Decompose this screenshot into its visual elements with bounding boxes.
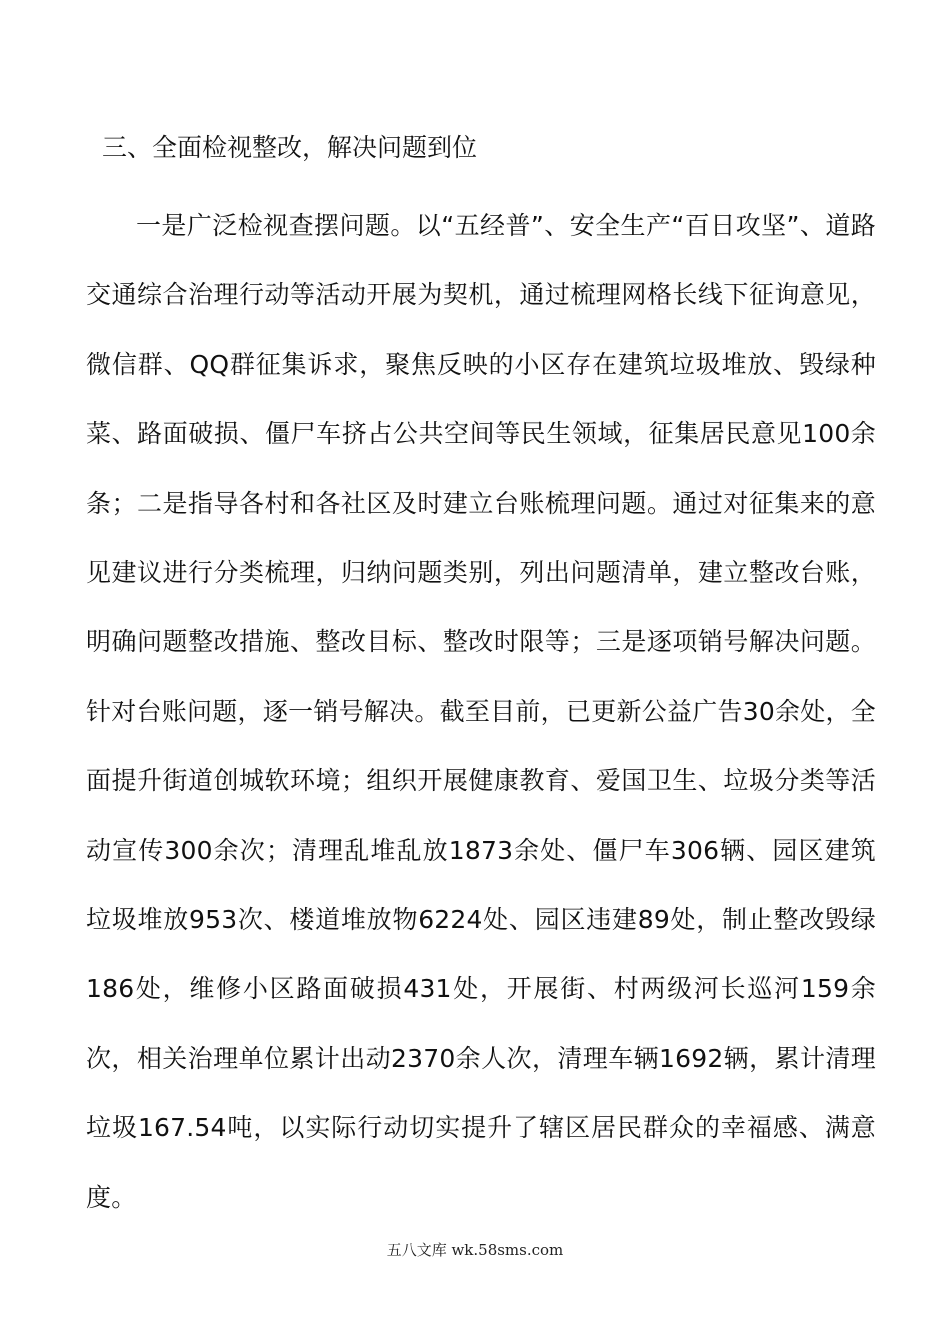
document-body [86, 122, 876, 1232]
body-paragraph: 一是广泛检视查摆问题。以“五经普”、安全生产“百日攻坚”、道路交通综合治理行动等活动开展为契机，通过梳理网格长线下征询意见，微信群、QQ群征集诉求，聚焦反映的小区存在建筑垃圾堆放、毁绿种菜、路面破损、僵尸车挤占公共空间等民生领域，征集居民意见100余条；二是指导各村和各社区及时建立台账梳理问题。通过对征集来的意见建议进行分类梳理，归纳问题类别，列出问题清单，建立整改台账，明确问题整改措施、整改目标、整改时限等；三是逐项销号解决问题。针对台账问题，逐一销号解决。截至目前，已更新公益广告30余处，全面提升街道创城软环境；组织开展健康教育、爱国卫生、垃圾分类等活动宣传300余次；清理乱堆乱放1873余处、僵尸车306辆、园区建筑垃圾堆放953次、楼道堆放物6224处、园区违建89处，制止整改毁绿186处，维修小区路面破损431处，开展街、村两级河长巡河159余次，相关治理单位累计出动2370余人次，清理车辆1692辆，累计清理垃圾167.54吨，以实际行动切实提升了辖区居民群众的幸福感、满意度。 [86, 211, 876, 1212]
footer-watermark: 五八文库 wk.58sms.com [386, 1241, 564, 1259]
section-heading: 三、全面检视整改，解决问题到位 [102, 133, 478, 162]
